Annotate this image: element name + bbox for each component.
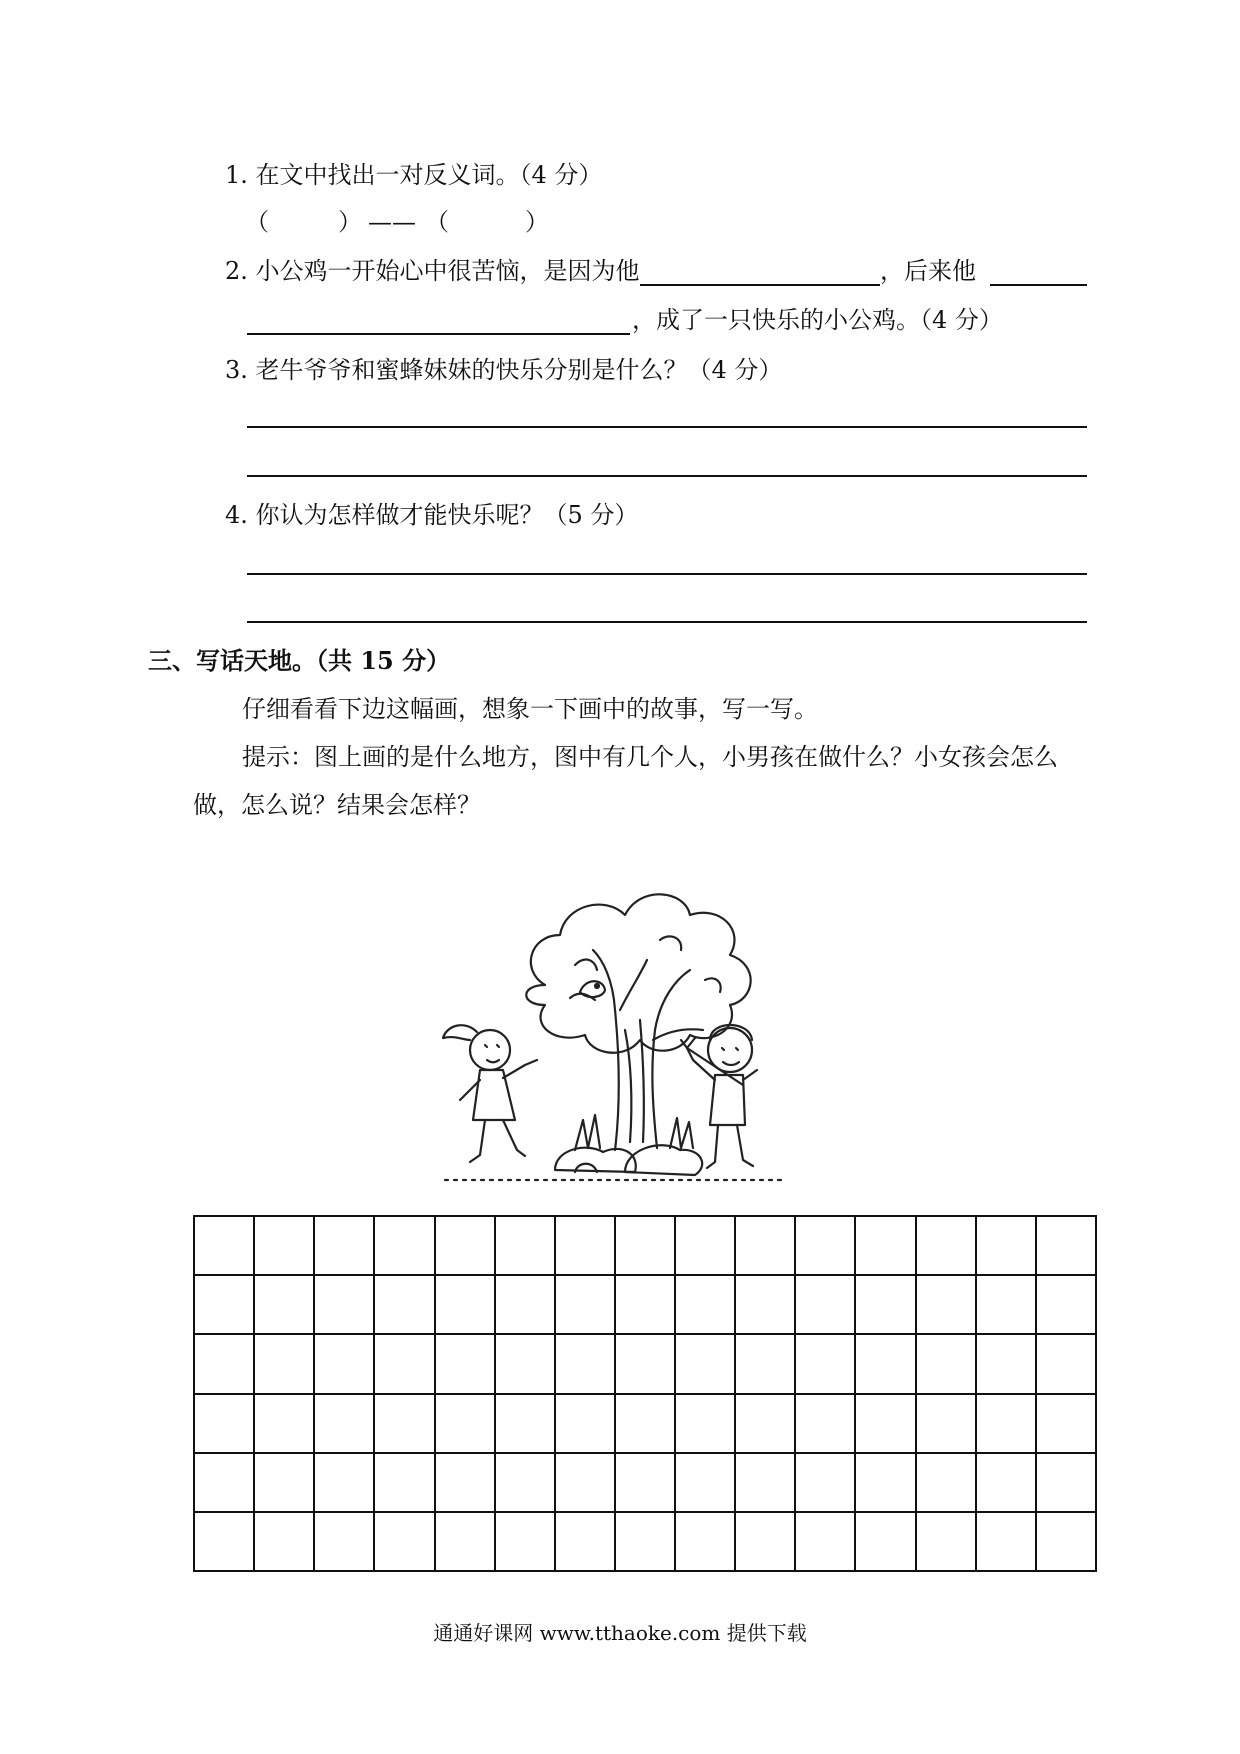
- grid-cell[interactable]: [375, 1454, 435, 1513]
- grid-cell[interactable]: [556, 1217, 616, 1276]
- grid-cell[interactable]: [736, 1335, 796, 1394]
- grid-cell[interactable]: [556, 1276, 616, 1335]
- grid-cell[interactable]: [616, 1276, 676, 1335]
- grid-cell[interactable]: [977, 1454, 1037, 1513]
- grid-cell[interactable]: [436, 1454, 496, 1513]
- grid-cell[interactable]: [255, 1454, 315, 1513]
- grid-cell[interactable]: [856, 1335, 916, 1394]
- grid-cell[interactable]: [436, 1335, 496, 1394]
- grid-cell[interactable]: [917, 1217, 977, 1276]
- grid-cell[interactable]: [556, 1513, 616, 1572]
- grid-cell[interactable]: [736, 1513, 796, 1572]
- grid-cell[interactable]: [1037, 1513, 1097, 1572]
- grid-cell[interactable]: [255, 1335, 315, 1394]
- grid-cell[interactable]: [1037, 1395, 1097, 1454]
- grid-cell[interactable]: [375, 1513, 435, 1572]
- question-4: 4. 你认为怎样做才能快乐呢？（5 分）: [225, 501, 639, 529]
- grid-cell[interactable]: [255, 1395, 315, 1454]
- grid-cell[interactable]: [436, 1513, 496, 1572]
- grid-cell[interactable]: [496, 1395, 556, 1454]
- grid-cell[interactable]: [676, 1276, 736, 1335]
- q4-answer-line-1[interactable]: [247, 573, 1087, 575]
- grid-cell[interactable]: [556, 1454, 616, 1513]
- grid-cell[interactable]: [195, 1395, 255, 1454]
- grid-cell[interactable]: [315, 1217, 375, 1276]
- grid-cell[interactable]: [1037, 1454, 1097, 1513]
- grid-cell[interactable]: [856, 1454, 916, 1513]
- grid-cell[interactable]: [616, 1217, 676, 1276]
- grid-cell[interactable]: [736, 1276, 796, 1335]
- writing-grid[interactable]: [193, 1215, 1097, 1572]
- grid-cell[interactable]: [917, 1454, 977, 1513]
- grid-cell[interactable]: [255, 1217, 315, 1276]
- grid-cell[interactable]: [556, 1395, 616, 1454]
- children-tree-illustration: [425, 880, 805, 1195]
- footer-credit: 通通好课网 www.tthaoke.com 提供下载: [433, 1621, 807, 1645]
- grid-cell[interactable]: [977, 1395, 1037, 1454]
- q3-answer-line-1[interactable]: [247, 426, 1087, 428]
- grid-cell[interactable]: [195, 1454, 255, 1513]
- grid-cell[interactable]: [616, 1335, 676, 1394]
- grid-cell[interactable]: [917, 1513, 977, 1572]
- q1-dash: ——: [368, 208, 416, 236]
- grid-cell[interactable]: [436, 1395, 496, 1454]
- grid-cell[interactable]: [977, 1276, 1037, 1335]
- grid-cell[interactable]: [1037, 1217, 1097, 1276]
- q2-answer-blank-3[interactable]: [247, 333, 630, 335]
- grid-cell[interactable]: [375, 1335, 435, 1394]
- grid-cell[interactable]: [736, 1454, 796, 1513]
- grid-cell[interactable]: [796, 1217, 856, 1276]
- grid-cell[interactable]: [856, 1276, 916, 1335]
- grid-cell[interactable]: [375, 1217, 435, 1276]
- section-3-hint-line-2: 做，怎么说？结果会怎样？: [193, 791, 481, 819]
- grid-cell[interactable]: [315, 1454, 375, 1513]
- section-3-heading: 三、写话天地。（共 15 分）: [148, 646, 451, 675]
- grid-cell[interactable]: [195, 1513, 255, 1572]
- grid-cell[interactable]: [1037, 1335, 1097, 1394]
- grid-cell[interactable]: [616, 1395, 676, 1454]
- grid-cell[interactable]: [977, 1513, 1037, 1572]
- grid-cell[interactable]: [375, 1395, 435, 1454]
- q1-answer-blank-right-close: ）: [525, 208, 549, 236]
- q1-answer-blank-left-open: （: [245, 208, 269, 236]
- grid-cell[interactable]: [496, 1335, 556, 1394]
- grid-cell[interactable]: [917, 1276, 977, 1335]
- grid-cell[interactable]: [616, 1454, 676, 1513]
- grid-cell[interactable]: [796, 1395, 856, 1454]
- grid-cell[interactable]: [195, 1276, 255, 1335]
- q2-answer-blank-2[interactable]: [990, 284, 1087, 286]
- grid-cell[interactable]: [315, 1276, 375, 1335]
- grid-cell[interactable]: [255, 1513, 315, 1572]
- grid-cell[interactable]: [736, 1217, 796, 1276]
- grid-cell[interactable]: [977, 1217, 1037, 1276]
- grid-cell[interactable]: [315, 1395, 375, 1454]
- grid-cell[interactable]: [255, 1276, 315, 1335]
- grid-cell[interactable]: [736, 1395, 796, 1454]
- grid-cell[interactable]: [796, 1335, 856, 1394]
- grid-cell[interactable]: [856, 1513, 916, 1572]
- grid-cell[interactable]: [315, 1335, 375, 1394]
- question-2-part-a: 2. 小公鸡一开始心中很苦恼，是因为他: [225, 257, 640, 285]
- grid-cell[interactable]: [375, 1276, 435, 1335]
- grid-cell[interactable]: [796, 1454, 856, 1513]
- section-3-instruction: 仔细看看下边这幅画，想象一下画中的故事，写一写。: [242, 695, 818, 723]
- grid-cell[interactable]: [676, 1217, 736, 1276]
- grid-cell[interactable]: [496, 1454, 556, 1513]
- q4-answer-line-2[interactable]: [247, 621, 1087, 623]
- grid-cell[interactable]: [1037, 1276, 1097, 1335]
- q1-answer-blank-left-close: ）: [338, 208, 362, 236]
- grid-cell[interactable]: [676, 1513, 736, 1572]
- grid-cell[interactable]: [796, 1513, 856, 1572]
- grid-cell[interactable]: [436, 1276, 496, 1335]
- grid-cell[interactable]: [856, 1395, 916, 1454]
- grid-cell[interactable]: [195, 1335, 255, 1394]
- grid-cell[interactable]: [195, 1217, 255, 1276]
- grid-cell[interactable]: [676, 1395, 736, 1454]
- grid-cell[interactable]: [917, 1395, 977, 1454]
- section-3-hint-line-1: 提示：图上画的是什么地方，图中有几个人，小男孩在做什么？小女孩会怎么: [242, 743, 1058, 771]
- grid-cell[interactable]: [796, 1276, 856, 1335]
- grid-cell[interactable]: [616, 1513, 676, 1572]
- grid-cell[interactable]: [917, 1335, 977, 1394]
- grid-cell[interactable]: [556, 1335, 616, 1394]
- grid-cell[interactable]: [676, 1335, 736, 1394]
- question-2-part-c: ，成了一只快乐的小公鸡。（4 分）: [632, 306, 1003, 334]
- grid-cell[interactable]: [676, 1454, 736, 1513]
- grid-cell[interactable]: [856, 1217, 916, 1276]
- q2-answer-blank-1[interactable]: [640, 284, 880, 286]
- question-2-part-b: ，后来他: [880, 257, 976, 285]
- grid-cell[interactable]: [436, 1217, 496, 1276]
- question-1: 1. 在文中找出一对反义词。（4 分）: [225, 161, 603, 189]
- grid-cell[interactable]: [977, 1335, 1037, 1394]
- grid-cell[interactable]: [496, 1217, 556, 1276]
- q1-answer-blank-right-open: （: [425, 208, 449, 236]
- grid-cell[interactable]: [315, 1513, 375, 1572]
- grid-cell[interactable]: [496, 1276, 556, 1335]
- q3-answer-line-2[interactable]: [247, 475, 1087, 477]
- question-3: 3. 老牛爷爷和蜜蜂妹妹的快乐分别是什么？（4 分）: [225, 356, 783, 384]
- grid-cell[interactable]: [496, 1513, 556, 1572]
